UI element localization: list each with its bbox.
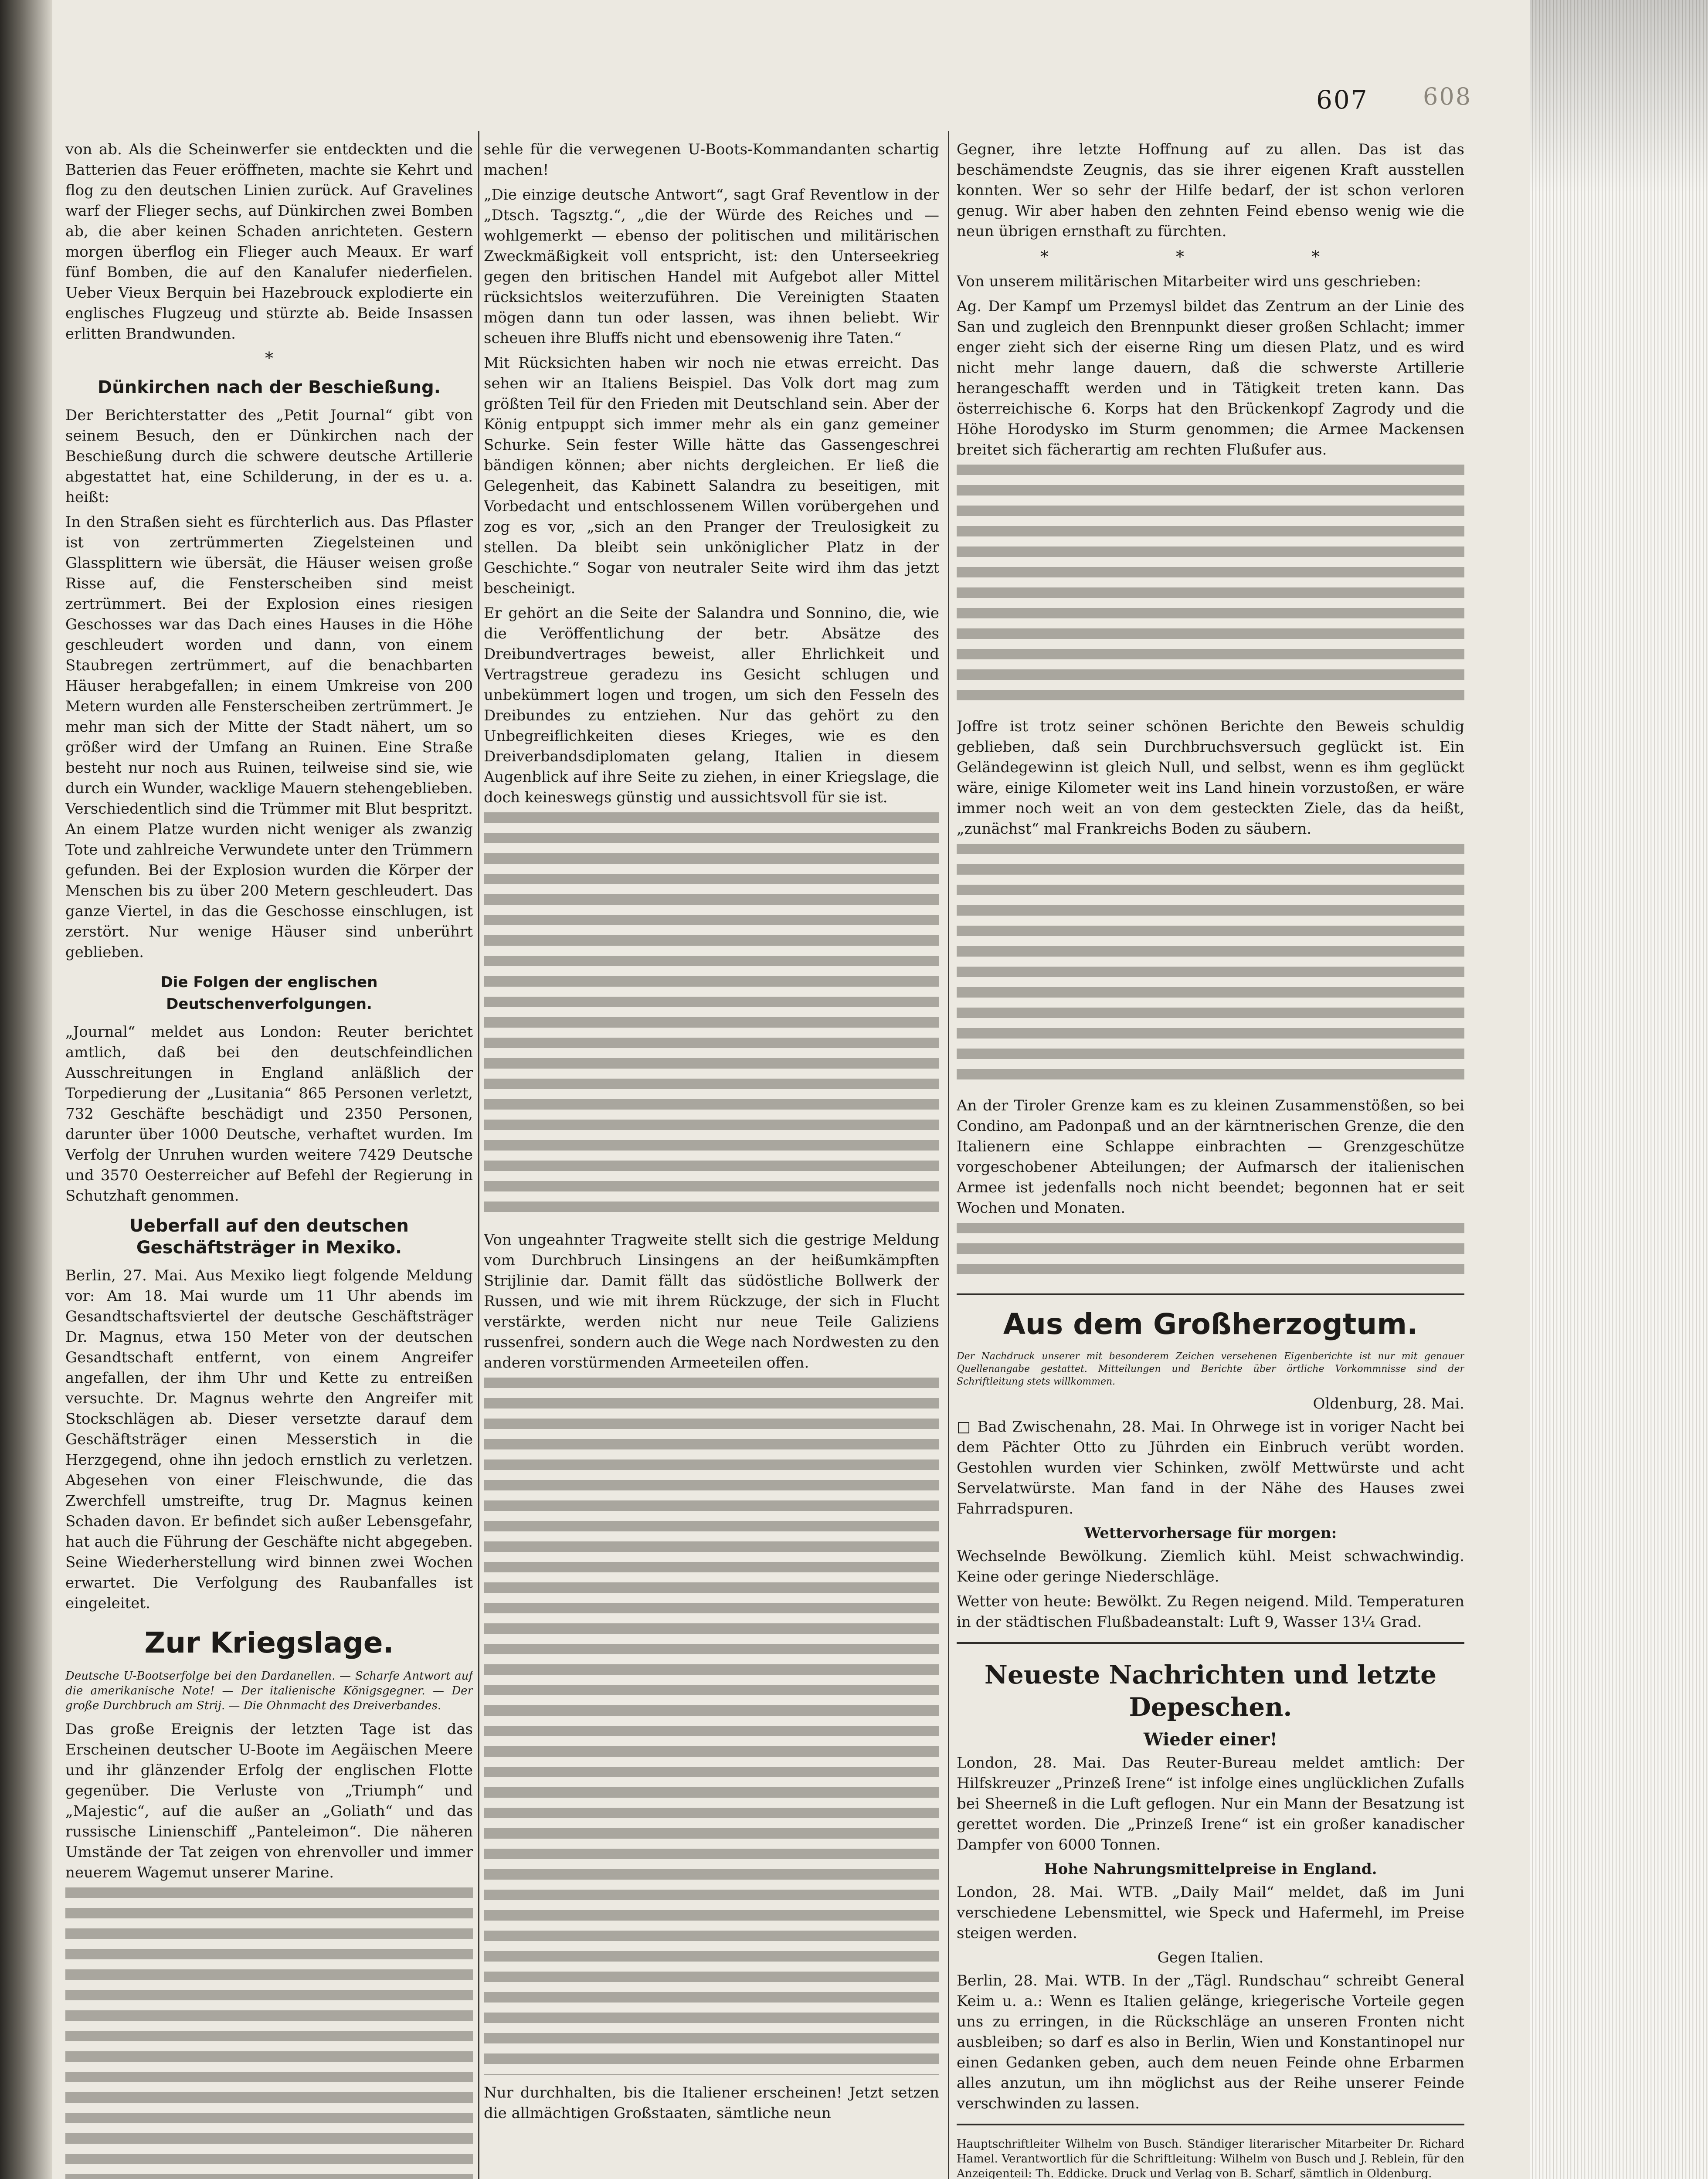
column-rule-2	[948, 131, 949, 2179]
book-gutter	[0, 0, 52, 2179]
article-text: Das große Ereignis der letzten Tage ist das Erscheinen deutscher U-Boote im Aegäischen Meere und ihr glänzender Erfolg der englischen Flotte gegenüber. Die Verluste von „Triumph“ und „Majestic“, auf die außer an „Goliath“ und das russische Linienschiff „Panteleimon“. Die näheren Umstände der Tat zeigen von ehrenvoller und immer neuerem Wagemut unserer Marine.	[65, 1721, 473, 1881]
section-rule	[957, 2124, 1464, 2125]
page-number-faint: 608	[1423, 83, 1472, 110]
article-text: Joffre ist trotz seiner schönen Berichte den Beweis schuldig geblieben, daß sein Durchbruchsversuch geglückt ist. Ein Geländegewinn ist gleich Null, und selbst, wenn es ihm geglückt wäre, einige Kilometer weit ins Land hinein vorzustoßen, er wäre immer noch weit an von dem gesteckten Ziele, das da heißt, „zunächst“ mal Frankreichs Boden zu säubern.	[957, 718, 1464, 838]
article-summary: Deutsche U-Bootserfolge bei den Dardanellen. — Scharfe Antwort auf die amerikanische Note! — Der italienische Königsgegner. — Der große Durchbruch am Strij. — Die Ohnmacht des Dreiverbandes.	[65, 1670, 473, 1712]
headline-ueberfall: Ueberfall auf den deutschen Geschäftsträger in Mexiko.	[129, 1216, 409, 1258]
page-number: 607	[1316, 85, 1368, 115]
article-text: In den Straßen sieht es fürchterlich aus. Das Pflaster ist von zertrümmerten Ziegelsteinen und Glassplittern wie übersät, die Häuser weisen große Risse auf, die Fensterscheiben sind meist zertrümmert. Bei der Explosion eines riesigen Geschosses war das Dach eines Hauses in die Höhe geschleudert worden und dann, von einem Staubregen zertrümmert, auf die benachbarten Häuser herabgefallen; in einem Umkreise von 200 Metern wurden alle Fensterscheiben zertrümmert. Je mehr man sich der Mitte der Stadt nähert, um so größer wird der Umfang an Ruinen. Eine Straße besteht nur noch aus Ruinen, teilweise sind sie, wie durch ein Wunder, wacklige Mauern stehengeblieben. Verschiedentlich sind die Trümmer mit Blut bespritzt. An einem Platze wurden nicht weniger als zwanzig Tote und zahlreiche Verwundete unter den Trümmern gefunden. Bei der Explosion wurden die Körper der Menschen bis zu über 200 Metern geschleudert. Das ganze Viertel, in das die Geschosse einschlugen, ist zerstört. Nur wenige Häuser sind unberührt geblieben.	[65, 513, 473, 961]
article-text: Gegner, ihre letzte Hoffnung auf zu allen. Das ist das beschämendste Zeugnis, das sie ihrer eigenen Kraft ausstellen konnten. Wer so sehr der Hilfe bedarf, der ist schon verloren genug. Wir aber haben den zehnten Feind ebenso wenig wie die neun übrigen ernsthaft zu fürchten.	[957, 141, 1464, 240]
article-text: sehle für die verwegenen U-Boots-Kommandanten schartig machen!	[484, 141, 939, 179]
article-text: „Die einzige deutsche Antwort“, sagt Graf Reventlow in der „Dtsch. Tagsztg.“, „die der Würde des Reiches und — wohlgemerkt — ebenso der politischen und militärischen Zweckmäßigkeit voll entspricht, ist: den Unterseekrieg gegen den britischen Handel mit Aufgebot aller Mittel rücksichtslos weiterzuführen. Die Vereinigten Staaten mögen dann tun oder lassen, was ihnen beliebt. Wir scheuen ihre Bluffs nicht und ebensowenig ihre Taten.“	[484, 186, 939, 347]
imprint: Hauptschriftleiter Wilhelm von Busch. Ständiger literarischer Mitarbeiter Dr. Richard Hamel. Verantwortlich für die Schriftleitung: Wilhelm von Busch und J. Reblein, für den Anzeigenteil: Th. Eddicke. Druck und Verlag von B. Scharf, sämtlich in Oldenburg.	[957, 2138, 1464, 2179]
section-rule	[957, 1642, 1464, 1644]
article-text: Von unserem militärischen Mitarbeiter wird uns geschrieben:	[957, 273, 1421, 290]
dateline: Oldenburg, 28. Mai.	[1313, 1395, 1464, 1412]
text-lines-placeholder	[957, 465, 1464, 709]
article-text: An der Tiroler Grenze kam es zu kleinen Zusammenstößen, so bei Condino, am Padonpaß und an der kärntnerischen Grenze, die den Italienern eine Schlappe einbrachten — Grenzgeschütze vorgeschobener Abteilungen; der Aufmarsch der italienischen Armee ist jedenfalls noch nicht beendet; begonnen hat er seit Wochen und Monaten.	[957, 1097, 1464, 1217]
column-left	[65, 139, 473, 2179]
text-lines-placeholder	[957, 1223, 1464, 1284]
text-lines-placeholder	[484, 1378, 939, 2075]
headline-wetter: Wettervorhersage für morgen:	[1084, 1524, 1337, 1542]
article-text: London, 28. Mai. Das Reuter-Bureau meldet amtlich: Der Hilfskreuzer „Prinzeß Irene“ ist infolge eines unglücklichen Zufalls bei Sheerneß in die Luft geflogen. Nur ein Mann der Besatzung ist gerettet worden. Die „Prinzeß Irene“ ist ein großer kanadischer Dampfer von 6000 Tonnen.	[957, 1754, 1464, 1853]
article-text: Berlin, 27. Mai. Aus Mexiko liegt folgende Meldung vor: Am 18. Mai wurde um 11 Uhr abends im Gesandtschaftsviertel der deutsche Geschäftsträger Dr. Magnus, etwa 150 Meter von der deutschen Gesandtschaft entfernt, von einem Angreifer angefallen, der ihm Uhr und Kette zu entreißen versuchte. Dr. Magnus wehrte den Angreifer mit Stockschlägen ab. Dieser versetzte darauf dem Geschäftsträger einen Messerstich in die Herzgegend, ohne ihn jedoch ernstlich zu verletzen. Abgesehen von einer Fleischwunde, die das Zwerchfell umstreifte, trug Dr. Magnus keinen Schaden davon. Er befindet sich außer Lebensgefahr, hat auch die Führung der Geschäfte nicht abgegeben. Seine Wiederherstellung wird binnen zwei Wochen erwartet. Die Verfolgung des Raubanfalles ist eingeleitet.	[65, 1267, 473, 1612]
article-text: Von ungeahnter Tragweite stellt sich die gestrige Meldung vom Durchbruch Linsingens an der heißumkämpften Strijlinie dar. Damit fällt das südöstliche Bollwerk der Russen, und wie mit ihrem Rückzuge, der sich in Flucht verstärkte, werden nicht nur neue Teile Galiziens russenfrei, sondern auch die Wege nach Nordwesten zu den anderen vorstürmenden Armeeteilen offen.	[484, 1231, 939, 1371]
book-page-edges	[1530, 0, 1708, 2179]
article-text: Wetter von heute: Bewölkt. Zu Regen neigend. Mild. Temperaturen in der städtischen Flußbadeanstalt: Luft 9, Wasser 13¼ Grad.	[957, 1593, 1464, 1631]
headline-kriegslage: Zur Kriegslage.	[144, 1626, 394, 1660]
headline-neueste: Neueste Nachrichten und letzte Depeschen.	[984, 1660, 1437, 1722]
article-text: Der Berichterstatter des „Petit Journal“ gibt von seinem Besuch, den er Dünkirchen nach der Beschießung durch die schwere deutsche Artillerie abgestattet hat, eine Schilderung, in der es u. a. heißt:	[65, 407, 473, 506]
article-text: Berlin, 28. Mai. WTB. In der „Tägl. Rundschau“ schreibt General Keim u. a.: Wenn es Italien gelänge, kriegerische Vorteile gegen uns zu erringen, in die Rückschläge an unseren Fronten nicht ausbleiben; so darf es also in Berlin, Wien und Konstantinopel nur einen Gedanken geben, auch dem neuen Feinde ohne Erbarmen alles anzutun, um ihn möglichst aus der Reihe unserer Feinde verschwinden zu lassen.	[957, 1972, 1464, 2112]
article-text: Nur durchhalten, bis die Italiener erscheinen! Jetzt setzen die allmächtigen Großstaaten, sämtliche neun	[484, 2084, 939, 2122]
headline-folgen: Die Folgen der englischen Deutschenverfolgungen.	[160, 974, 378, 1013]
headline-duenkirchen: Dünkirchen nach der Beschießung.	[98, 377, 441, 397]
headline-grossherzogtum: Aus dem Großherzogtum.	[1003, 1307, 1418, 1341]
separator-star: *	[265, 349, 273, 368]
headline-wieder-einer: Wieder einer!	[1143, 1729, 1278, 1750]
reprint-notice: Der Nachdruck unserer mit besonderem Zeichen versehenen Eigenberichte ist nur mit genauer Quellenangabe gestattet. Mitteilungen und Berichte über örtliche Vorkommnisse sind der Schriftleitung stets willkommen.	[957, 1351, 1464, 1387]
article-text: Er gehört an die Seite der Salandra und Sonnino, die, wie die Veröffentlichung der betr. Absätze des Dreibundvertrages beweist, aller Ehrlichkeit und Vertragstreue geradezu ins Gesicht schlugen und unbekümmert logen und trogen, um sich den Fesseln des Dreibundes zu entziehen. Nur das gehört zu den Unbegreiflichkeiten dieses Krieges, wie es den Dreiverbandsdiplomaten gelang, Italien in diesem Augenblick auf ihre Seite zu ziehen, in einer Kriegslage, die doch keineswegs günstig und aussichtsvoll für sie ist.	[484, 604, 939, 806]
section-rule	[957, 1293, 1464, 1295]
article-text: von ab. Als die Scheinwerfer sie entdeckten und die Batterien das Feuer eröffneten, machte sie Kehrt und flog zu den deutschen Linien zurück. Auf Gravelines warf der Flieger sechs, auf Dünkirchen zwei Bomben ab, die aber keinen Schaden anrichteten. Gestern morgen überflog ein Flieger auch Meaux. Er warf fünf Bomben, die auf den Kanalufer niederfielen. Ueber Vieux Berquin bei Hazebrouck explodierte ein englisches Flugzeug und stürzte ab. Beide Insassen erlitten Brandwunden.	[65, 141, 473, 343]
text-lines-placeholder	[957, 844, 1464, 1088]
text-lines-placeholder	[65, 1887, 473, 2179]
article-text: Wechselnde Bewölkung. Ziemlich kühl. Meist schwachwindig. Keine oder geringe Niederschläge.	[957, 1548, 1464, 1585]
text-lines-placeholder	[484, 812, 939, 1222]
article-text: □ Bad Zwischenahn, 28. Mai. In Ohrwege ist in voriger Nacht bei dem Pächter Otto zu Jührden ein Einbruch verübt worden. Gestohlen wurden vier Schinken, zwölf Mettwürste und acht Servelatwürste. Man fand in der Nähe des Hauses zwei Fahrradspuren.	[957, 1418, 1464, 1517]
article-text: London, 28. Mai. WTB. „Daily Mail“ meldet, daß im Juni verschiedene Lebensmittel, wie Speck und Hafermehl, im Preise steigen werden.	[957, 1884, 1464, 1942]
column-rule-1	[478, 131, 479, 2179]
column-middle	[484, 139, 939, 2179]
column-right	[957, 139, 1464, 2179]
headline-gegen-italien: Gegen Italien.	[1157, 1949, 1264, 1966]
article-text: „Journal“ meldet aus London: Reuter berichtet amtlich, daß bei den deutschfeindlichen Ausschreitungen in England anläßlich der Torpedierung der „Lusitania“ 865 Personen verletzt, 732 Geschäfte beschädigt und 2350 Personen, darunter über 1000 Deutsche, verhaftet wurden. Im Verfolg der Unruhen wurden weitere 7429 Deutsche und 3570 Oesterreicher auf Befehl der Regierung in Schutzhaft genommen.	[65, 1023, 473, 1205]
separator-stars: * * *	[1040, 247, 1381, 266]
headline-preise: Hohe Nahrungsmittelpreise in England.	[1044, 1860, 1377, 1878]
article-text: Mit Rücksichten haben wir noch nie etwas erreicht. Das sehen wir an Italiens Beispiel. Das Volk dort mag zum größten Teil für den Frieden mit Deutschland sein. Aber der König entpuppt sich immer mehr als ein ganz gemeiner Schurke. Sein fester Wille hätte das Gassengeschrei bändigen können; aber nichts dergleichen. Er ließ die Gelegenheit, das Kabinett Salandra zu beseitigen, mit Vorbedacht und entschlossenem Willen vorübergehen und zog es vor, „sich an den Pranger der Treulosigkeit zu stellen. Da bleibt sein unköniglicher Platz in der Geschichte.“ Sogar von neutraler Seite wird ihm das jetzt bescheinigt.	[484, 354, 939, 597]
article-text: Ag. Der Kampf um Przemysl bildet das Zentrum an der Linie des San und zugleich den Brennpunkt dieser großen Schlacht; immer enger zieht sich der eiserne Ring um diesen Platz, und es wird nicht mehr lange dauern, daß die schwerste Artillerie herangeschafft werden und in Tätigkeit treten kann. Das österreichische 6. Korps hat den Brückenkopf Zagrody und die Höhe Horodysko im Sturm genommen; die Armee Mackensen breitet sich fächerartig am rechten Flußufer aus.	[957, 298, 1464, 458]
